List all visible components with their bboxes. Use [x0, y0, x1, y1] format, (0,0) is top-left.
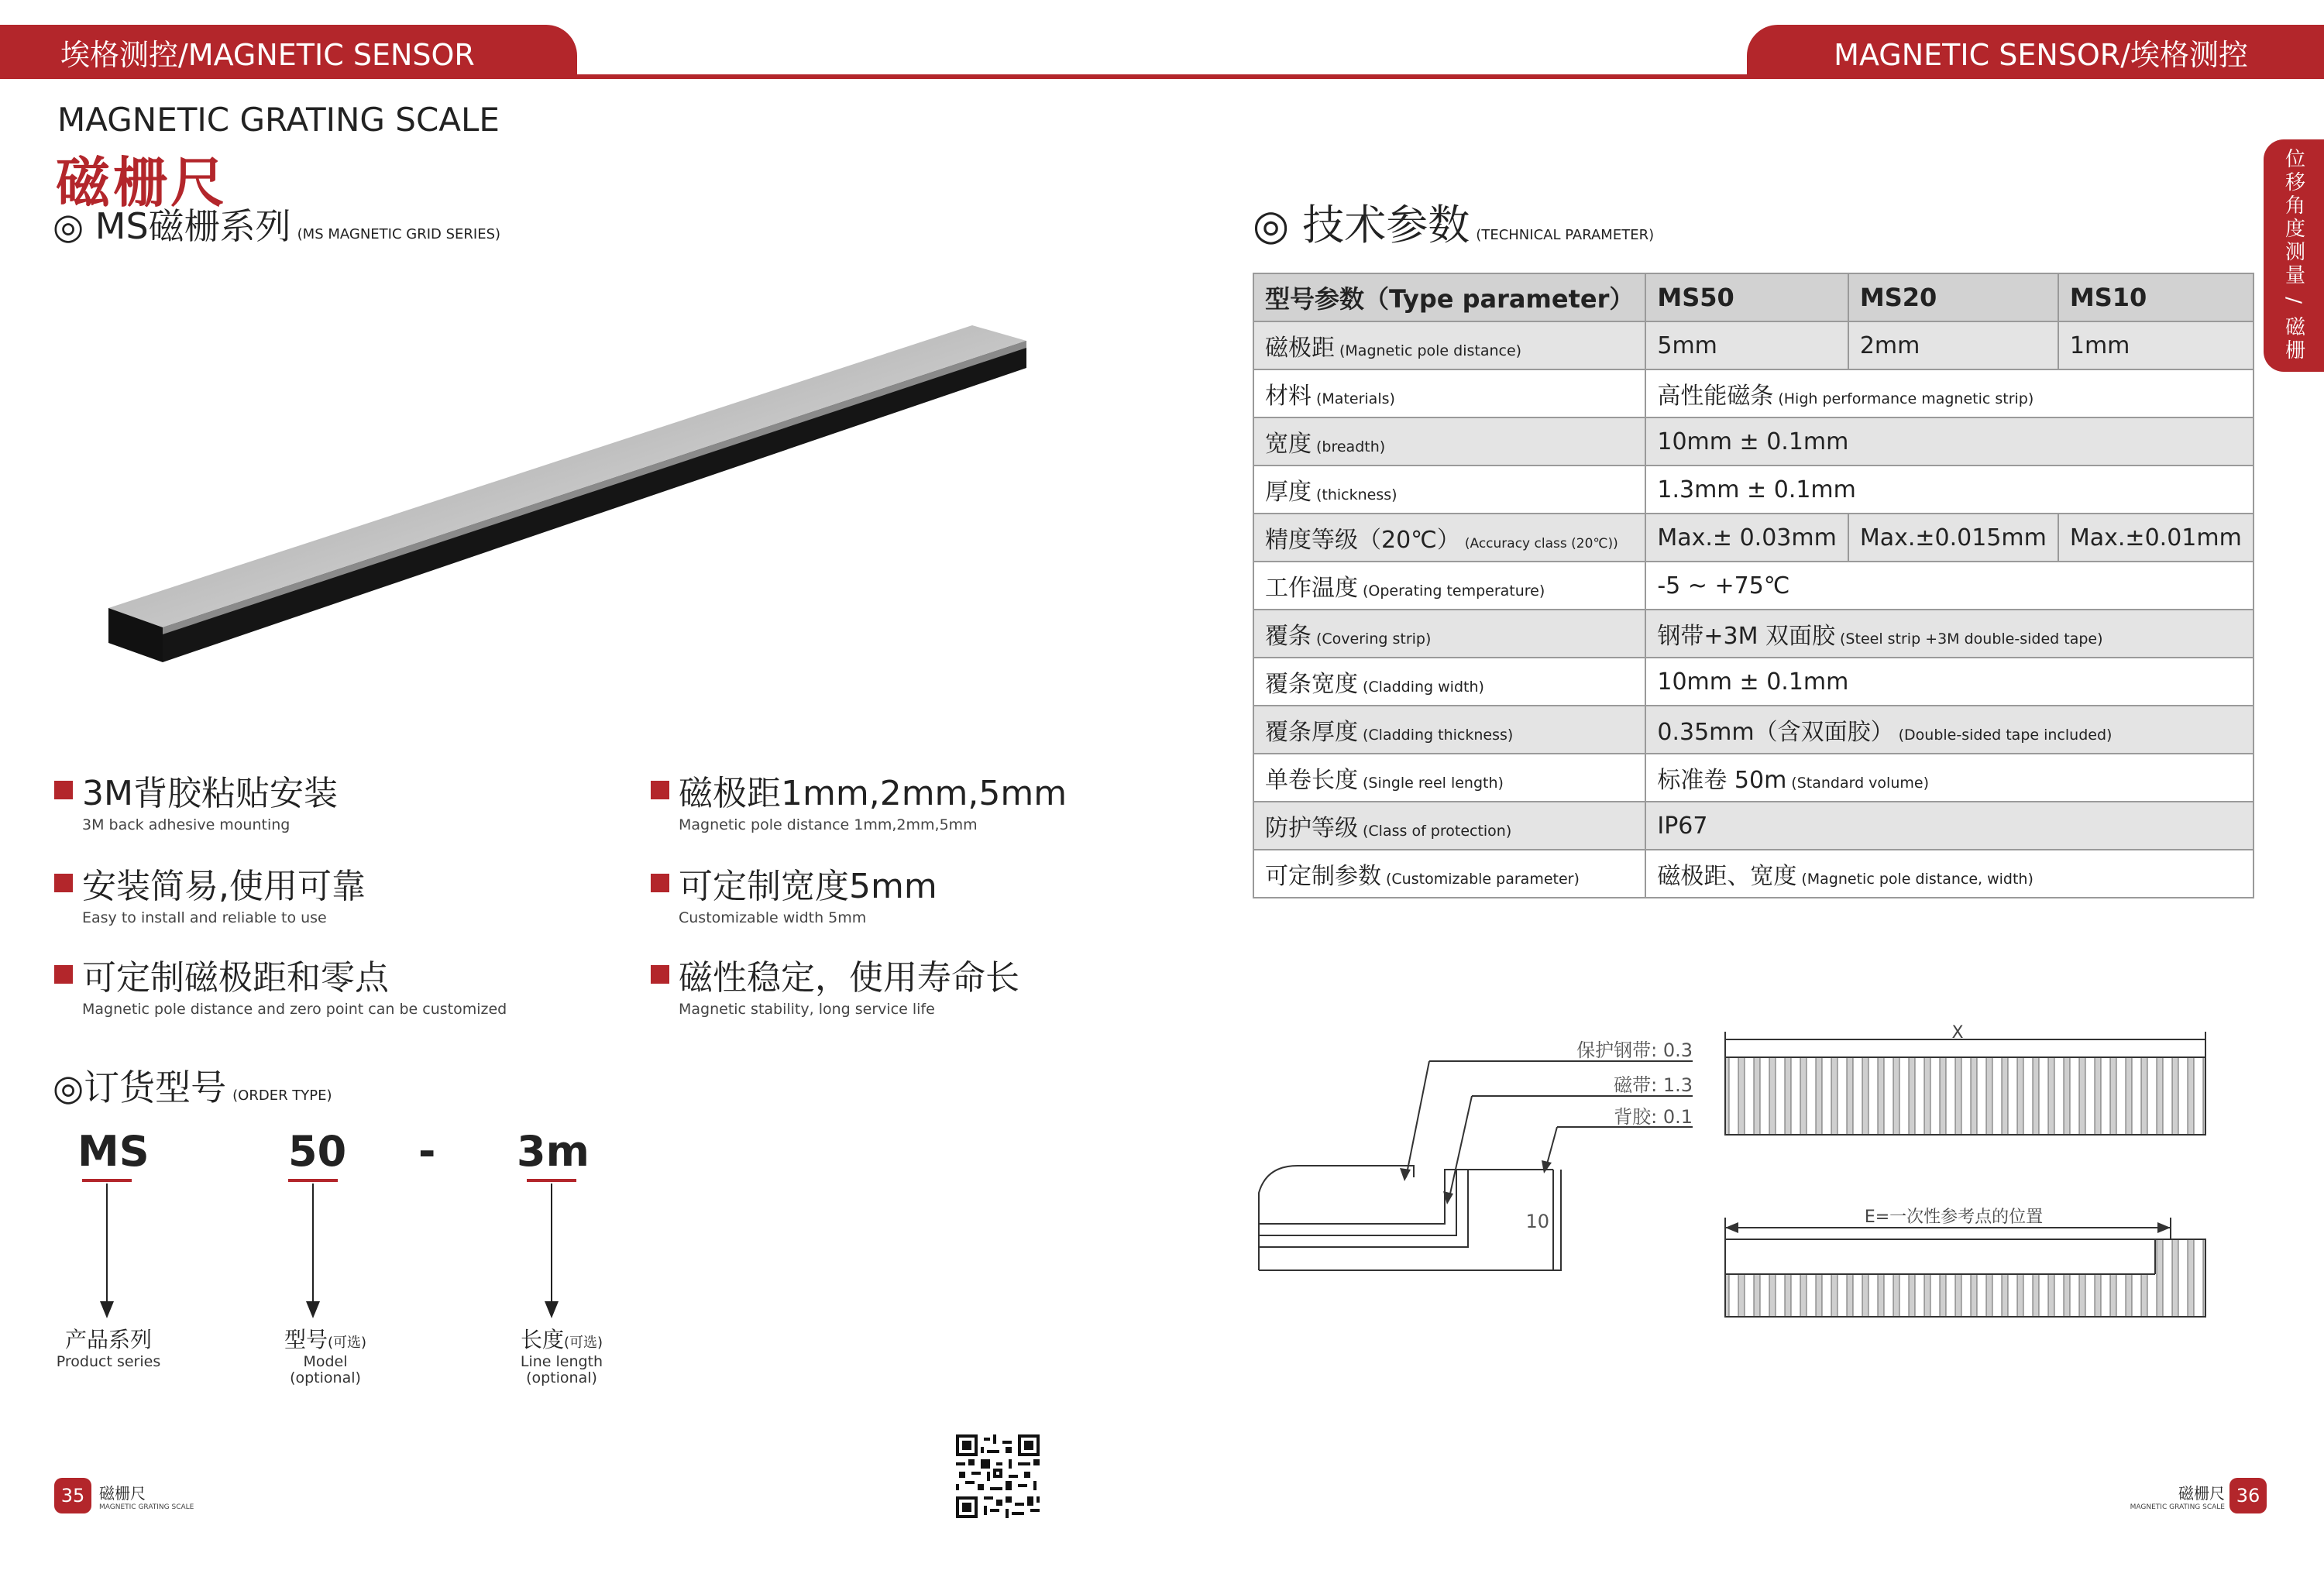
- param-en: (Magnetic pole distance): [1339, 342, 1522, 359]
- code-underline: [527, 1179, 576, 1182]
- page-title-cn: 磁栅尺: [56, 151, 228, 215]
- param-cn: 可定制参数: [1265, 863, 1381, 890]
- arrow-down-icon: [306, 1301, 320, 1318]
- param-en: (thickness): [1316, 486, 1397, 503]
- feature-subtitle: 3M back adhesive mounting: [82, 816, 290, 833]
- code-underline: [82, 1179, 132, 1182]
- header-cell: MS10: [2058, 273, 2254, 321]
- bullet-square-icon: [54, 874, 73, 892]
- param-cell: [1253, 610, 1645, 658]
- value-cn: 高性能磁条: [1657, 383, 1774, 410]
- footer-left-label: [99, 1481, 194, 1511]
- arrow-line: [551, 1184, 552, 1304]
- table-header-row: [1253, 273, 2254, 321]
- bullet-square-icon: [651, 874, 669, 892]
- value-cell: 1mm: [2058, 321, 2254, 369]
- header-cell: MS50: [1645, 273, 1848, 321]
- feature-title: 可定制磁极距和零点: [82, 958, 389, 998]
- label-cn: 长度: [520, 1327, 564, 1352]
- feature-title: 可定制宽度5mm: [679, 867, 937, 906]
- value-en: (Magnetic pole distance, width): [1801, 871, 2033, 888]
- order-label-length: [476, 1323, 647, 1386]
- feature-title: 磁性稳定，使用寿命长: [679, 958, 1019, 998]
- header-cell: 型号参数（Type parameter）: [1253, 273, 1645, 321]
- feature-title: 3M背胶粘贴安装: [82, 774, 338, 813]
- param-cn: 宽度: [1265, 431, 1312, 458]
- label-en: Model: [303, 1353, 348, 1370]
- table-row: [1253, 658, 2254, 706]
- param-en: (Cladding thickness): [1363, 727, 1514, 744]
- value-cell: [1645, 754, 2253, 802]
- param-cn: 单卷长度: [1265, 767, 1358, 794]
- label-cn: 型号: [284, 1327, 328, 1352]
- value-cn: 10mm ± 0.1mm: [1657, 428, 1849, 455]
- label-cn: 产品系列: [64, 1327, 152, 1352]
- page-title-en: MAGNETIC GRATING SCALE: [57, 101, 500, 139]
- param-en: (Covering strip): [1316, 630, 1432, 648]
- param-en: (Accuracy class (20℃)): [1464, 536, 1618, 551]
- param-cell: [1253, 369, 1645, 417]
- value-cell: [1645, 802, 2253, 850]
- pole-pattern-diagram: [1721, 1022, 2217, 1324]
- order-code-dash: -: [418, 1127, 436, 1176]
- footer-cn: 磁栅尺: [99, 1484, 146, 1503]
- value-cn: -5 ~ +75℃: [1657, 572, 1790, 600]
- param-en: (Customizable parameter): [1386, 871, 1580, 888]
- footer-en: MAGNETIC GRATING SCALE: [2130, 1503, 2225, 1511]
- param-cn: 覆条厚度: [1265, 719, 1358, 746]
- param-cn: 材料: [1265, 383, 1312, 410]
- label-magnet: 磁带: 1.3: [1614, 1074, 1693, 1096]
- value-cell: [1645, 466, 2253, 514]
- tech-param-heading: [1253, 192, 1654, 252]
- table-row: [1253, 321, 2254, 369]
- table-row: [1253, 850, 2254, 898]
- series-heading: [53, 198, 500, 249]
- value-cn: 磁极距、宽度: [1657, 863, 1797, 890]
- table-row: [1253, 417, 2254, 466]
- param-en: (Materials): [1316, 390, 1395, 407]
- feature-subtitle: Easy to install and reliable to use: [82, 909, 327, 926]
- arrow-line: [312, 1184, 314, 1304]
- bullet-square-icon: [54, 781, 73, 799]
- param-cell: [1253, 417, 1645, 466]
- spec-table: [1253, 273, 2254, 898]
- param-cell: [1253, 321, 1645, 369]
- order-code-length: 3m: [517, 1127, 590, 1176]
- feature-subtitle: Magnetic pole distance 1mm,2mm,5mm: [679, 816, 978, 833]
- param-cn: 覆条: [1265, 623, 1312, 650]
- param-en: (Single reel length): [1363, 775, 1504, 792]
- code-underline: [288, 1179, 338, 1182]
- param-cell: [1253, 658, 1645, 706]
- param-cn: 防护等级: [1265, 815, 1358, 842]
- value-en: (High performance magnetic strip): [1778, 390, 2034, 407]
- table-row: [1253, 369, 2254, 417]
- feature-item: [651, 765, 1067, 833]
- order-label-series: [31, 1323, 186, 1370]
- label-width: 10: [1525, 1211, 1549, 1232]
- qr-code-image: [956, 1434, 1040, 1518]
- param-cn: 工作温度: [1265, 575, 1358, 602]
- label-ref-point: E=一次性参考点的位置: [1864, 1208, 2044, 1227]
- footer-cn: 磁栅尺: [2178, 1484, 2225, 1503]
- feature-subtitle: Magnetic stability, long service life: [679, 1001, 935, 1018]
- label-opt: (可选): [563, 1335, 603, 1351]
- param-cell: [1253, 802, 1645, 850]
- feature-item: [651, 858, 937, 926]
- value-cn: 10mm ± 0.1mm: [1657, 668, 1849, 696]
- feature-title: 磁极距1mm,2mm,5mm: [679, 774, 1067, 813]
- param-en: (Operating temperature): [1363, 582, 1545, 600]
- value-cell: [1645, 706, 2253, 754]
- footer-en: MAGNETIC GRATING SCALE: [99, 1503, 194, 1511]
- value-cn: 钢带+3M 双面胶: [1657, 623, 1836, 650]
- value-cn: 1.3mm ± 0.1mm: [1657, 476, 1856, 503]
- label-adhesive: 背胶: 0.1: [1614, 1106, 1693, 1128]
- feature-subtitle: Magnetic pole distance and zero point can be customized: [82, 1001, 507, 1018]
- value-cell: 5mm: [1645, 321, 1848, 369]
- value-cell: [1645, 417, 2253, 466]
- table-row: [1253, 706, 2254, 754]
- param-cell: [1253, 562, 1645, 610]
- param-cn: 厚度: [1265, 479, 1312, 506]
- order-type-label: ◎订货型号: [53, 1067, 227, 1108]
- param-cn: 磁极距: [1265, 335, 1335, 362]
- label-opt: (可选): [327, 1335, 367, 1351]
- order-type-sub: (ORDER TYPE): [232, 1087, 332, 1104]
- arrow-down-icon: [100, 1301, 114, 1318]
- value-en: (Standard volume): [1791, 775, 1929, 792]
- page-number-right: 36: [2229, 1478, 2267, 1513]
- value-cell: [1645, 850, 2253, 898]
- order-type-heading: [53, 1060, 332, 1111]
- bullet-square-icon: [651, 965, 669, 984]
- order-label-model: [248, 1323, 403, 1386]
- label-en2: (optional): [290, 1369, 361, 1386]
- table-row: [1253, 802, 2254, 850]
- param-cell: [1253, 466, 1645, 514]
- value-en: (Steel strip +3M double-sided tape): [1840, 630, 2103, 648]
- param-cell: [1253, 850, 1645, 898]
- label-en: Line length: [520, 1353, 603, 1370]
- value-cell: Max.±0.015mm: [1848, 514, 2058, 562]
- table-row: [1253, 562, 2254, 610]
- param-cell: [1253, 514, 1645, 562]
- feature-item: [54, 950, 507, 1018]
- feature-item: [54, 858, 366, 926]
- label-steel: 保护钢带: 0.3: [1576, 1039, 1693, 1061]
- param-cell: [1253, 706, 1645, 754]
- param-en: (Cladding width): [1363, 679, 1484, 696]
- label-en: Product series: [56, 1353, 161, 1370]
- order-code-model: 50: [288, 1127, 347, 1176]
- table-row: [1253, 754, 2254, 802]
- param-en: (breadth): [1316, 438, 1386, 455]
- series-heading-sub: (MS MAGNETIC GRID SERIES): [297, 226, 501, 242]
- table-row: [1253, 514, 2254, 562]
- side-category-tab: 位移角度测量 / 磁栅: [2264, 139, 2324, 372]
- value-cn: 标准卷 50m: [1657, 767, 1787, 794]
- param-en: (Class of protection): [1363, 823, 1512, 840]
- label-x: X: [1951, 1023, 1964, 1043]
- value-cell: [1645, 369, 2253, 417]
- footer-right-label: [2129, 1481, 2225, 1511]
- feature-subtitle: Customizable width 5mm: [679, 909, 867, 926]
- arrow-down-icon: [545, 1301, 559, 1318]
- header-tab-left: 埃格测控/MAGNETIC SENSOR: [0, 25, 577, 79]
- value-en: (Double-sided tape included): [1898, 727, 2113, 744]
- value-cell: Max.±0.01mm: [2058, 514, 2254, 562]
- value-cell: [1645, 610, 2253, 658]
- bullet-square-icon: [651, 781, 669, 799]
- series-heading-label: ◎ MS磁栅系列: [53, 205, 291, 247]
- order-code-series: MS: [77, 1127, 150, 1176]
- value-cn: 0.35mm（含双面胶）: [1657, 719, 1894, 746]
- value-cn: IP67: [1657, 812, 1708, 840]
- param-cell: [1253, 754, 1645, 802]
- label-en2: (optional): [526, 1369, 597, 1386]
- value-cell: [1645, 658, 2253, 706]
- magnetic-strip-image: [108, 321, 1038, 662]
- cross-section-diagram: [1251, 1022, 1731, 1286]
- header-tab-right: MAGNETIC SENSOR/埃格测控: [1747, 25, 2324, 79]
- feature-item: [651, 950, 1019, 1018]
- tech-param-sub: (TECHNICAL PARAMETER): [1476, 227, 1655, 243]
- tech-param-label: ◎ 技术参数: [1253, 201, 1470, 249]
- value-cell: Max.± 0.03mm: [1645, 514, 1848, 562]
- page-number-left: 35: [54, 1478, 91, 1513]
- value-cell: 2mm: [1848, 321, 2058, 369]
- header-cell: MS20: [1848, 273, 2058, 321]
- param-cn: 覆条宽度: [1265, 671, 1358, 698]
- table-row: [1253, 610, 2254, 658]
- bullet-square-icon: [54, 965, 73, 984]
- feature-item: [54, 765, 338, 833]
- param-cn: 精度等级（20℃）: [1265, 527, 1460, 554]
- table-row: [1253, 466, 2254, 514]
- feature-title: 安装简易,使用可靠: [82, 867, 366, 906]
- value-cell: [1645, 562, 2253, 610]
- arrow-line: [106, 1184, 108, 1304]
